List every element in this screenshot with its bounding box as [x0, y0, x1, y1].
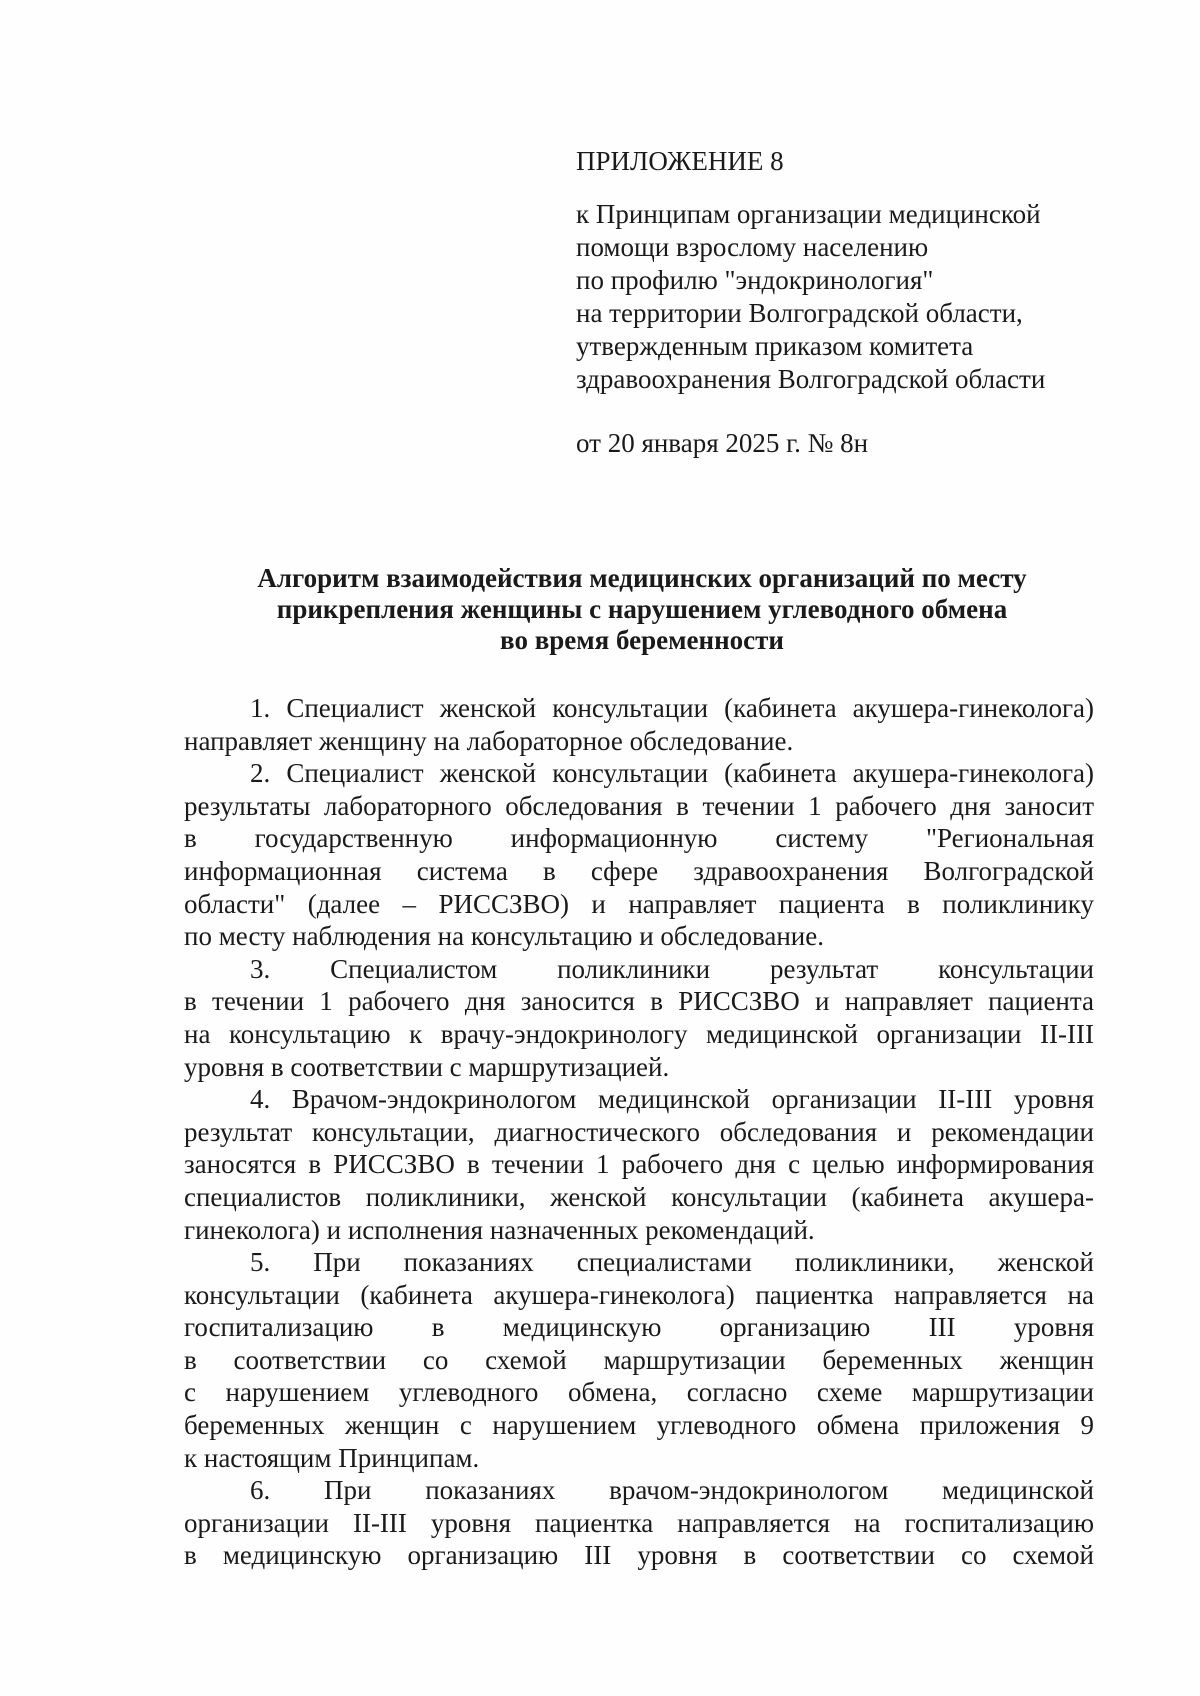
title-line: прикрепления женщины с нарушением углеводного обмена [276, 594, 1008, 624]
paragraph-5-line: госпитализацию в медицинскую организацию III уровня [184, 1312, 1094, 1343]
paragraph-5-line: с нарушением углеводного обмена, согласно схеме маршрутизации [184, 1377, 1094, 1408]
paragraph-5-line: к настоящим Принципам. [184, 1442, 480, 1473]
paragraph-5-line: беременных женщин с нарушением углеводного обмена приложения 9 [184, 1410, 1094, 1441]
paragraph-2-line: по месту наблюдения на консультацию и обследование. [184, 921, 824, 952]
title-line: во время беременности [500, 625, 784, 655]
paragraph-4-line: 4. Врачом-эндокринологом медицинской организации II-III уровня [250, 1084, 1094, 1115]
document-body [184, 692, 1094, 1572]
paragraph-3-line: 3. Специалистом поликлиники результат консультации [250, 953, 1094, 984]
paragraph-6-line: в медицинскую организацию III уровня в соответствии со схемой [184, 1540, 1094, 1571]
paragraph-3-line: уровня в соответствии с маршрутизацией. [184, 1051, 670, 1082]
document-title [182, 563, 1102, 656]
appendix-line: помощи взрослому населению [576, 232, 929, 262]
appendix-line: здравоохранения Волгоградской области [576, 364, 1046, 394]
paragraph-4-line: гинеколога) и исполнения назначенных рекомендаций. [184, 1214, 815, 1245]
title-line: Алгоритм взаимодействия медицинских организаций по месту [257, 563, 1027, 593]
paragraph-2-line: в государственную информационную систему "Региональная [184, 823, 1094, 854]
paragraph-4-line: специалистов поликлиники, женской консультации (кабинета акушера- [184, 1181, 1094, 1212]
paragraph-2-line: результаты лабораторного обследования в течении 1 рабочего дня заносит [184, 790, 1094, 821]
paragraph-1-line: направляет женщину на лабораторное обследование. [184, 725, 794, 756]
paragraph-2-line: информационная система в сфере здравоохранения Волгоградской [184, 855, 1094, 886]
paragraph-6-line: 6. При показаниях врачом-эндокринологом медицинской [250, 1475, 1094, 1506]
paragraph-3-line: на консультацию к врачу-эндокринологу медицинской организации II-III [184, 1018, 1094, 1049]
appendix-heading: ПРИЛОЖЕНИЕ 8 [576, 146, 784, 176]
paragraph-5-line: 5. При показаниях специалистами поликлиники, женской [250, 1247, 1094, 1278]
paragraph-5-line: консультации (кабинета акушера-гинеколога) пациентка направляется на [184, 1279, 1094, 1310]
paragraph-6-line: организации II-III уровня пациентка направляется на госпитализацию [184, 1507, 1094, 1538]
paragraph-3-line: в течении 1 рабочего дня заносится в РИССЗВО и направляет пациента [184, 986, 1094, 1017]
paragraph-1-line: 1. Специалист женской консультации (кабинета акушера-гинеколога) [250, 693, 1094, 723]
appendix-line: к Принципам организации медицинской [576, 199, 1041, 229]
paragraph-2-line: 2. Специалист женской консультации (кабинета акушера-гинеколога) [250, 758, 1094, 789]
appendix-line: утвержденным приказом комитета [576, 331, 974, 361]
appendix-date: от 20 января 2025 г. № 8н [576, 428, 869, 458]
appendix-line: на территории Волгоградской области, [576, 298, 1023, 328]
appendix-line: по профилю "эндокринология" [576, 265, 934, 295]
appendix-header [576, 145, 1096, 460]
paragraph-5-line: в соответствии со схемой маршрутизации беременных женщин [184, 1344, 1094, 1375]
paragraph-4-line: заносятся в РИССЗВО в течении 1 рабочего дня с целью информирования [184, 1149, 1094, 1180]
paragraph-2-line: области" (далее – РИССЗВО) и направляет пациента в поликлинику [184, 888, 1094, 919]
paragraph-4-line: результат консультации, диагностического обследования и рекомендации [184, 1116, 1094, 1147]
